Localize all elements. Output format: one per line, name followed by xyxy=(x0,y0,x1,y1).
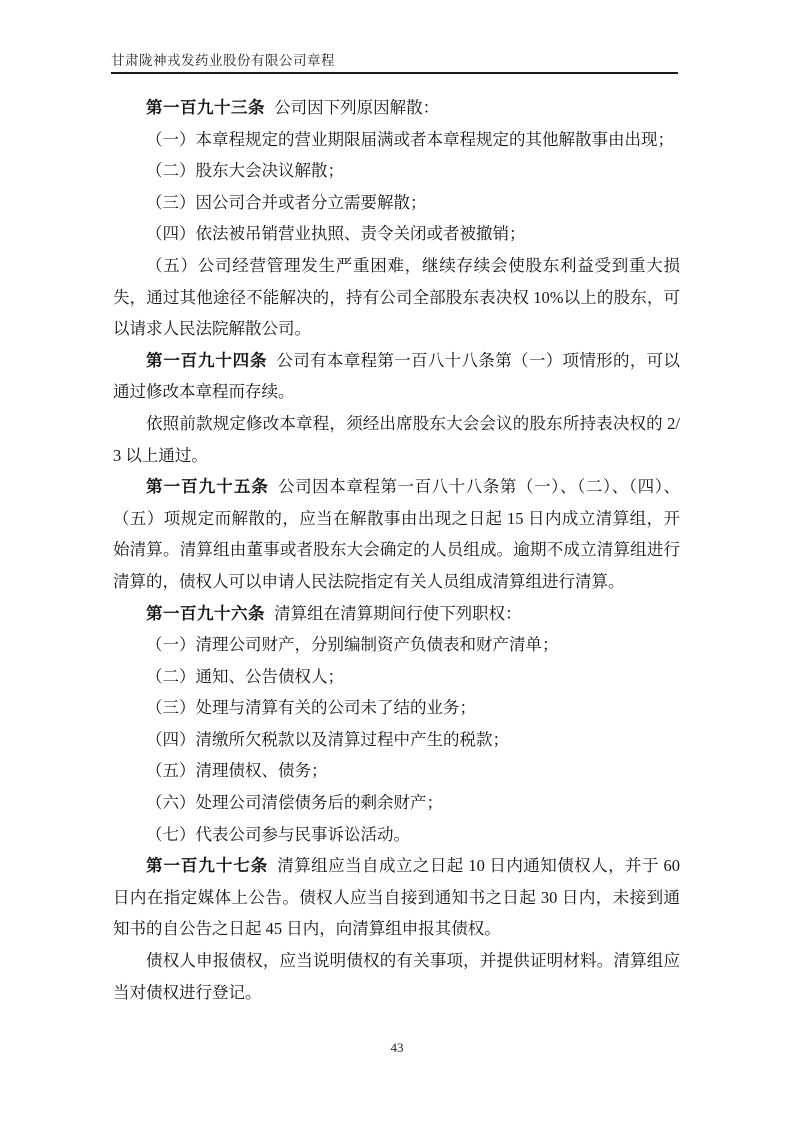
article-paragraph xyxy=(113,787,680,819)
article-text: 债权人申报债权，应当说明债权的有关事项，并提供证明材料。清算组应当对债权进行登记。 xyxy=(113,951,680,1002)
article-text: 依照前款规定修改本章程，须经出席股东大会会议的股东所持表决权的 2/3 以上通过。 xyxy=(113,413,680,465)
article-paragraph xyxy=(113,945,680,1008)
article-number-label: 第一百九十五条 xyxy=(146,477,269,497)
article-text: （六）处理公司清偿债务后的剩余财产； xyxy=(146,793,443,813)
article-text: （五）公司经营管理发生严重困难，继续存续会使股东利益受到重大损失，通过其他途径不能解决的，持有公司全部股东表决权 10%以上的股东，可以请求人民法院解散公司。 xyxy=(113,255,680,339)
article-text: （三）处理与清算有关的公司未了结的业务； xyxy=(146,698,476,718)
article-text: 清算组应当自成立之日起 10 日内通知债权人，并于 60 日内在指定媒体上公告。债权人应当自接到通知书之日起 30 日内，未接到通知书的自公告之日起 45 日内，向清算组申报其债权。 xyxy=(113,856,681,939)
article-number-label: 第一百九十四条 xyxy=(146,350,268,370)
article-text: （二）股东大会决议解散； xyxy=(146,161,344,181)
article-paragraph xyxy=(113,661,680,693)
article-paragraph xyxy=(113,187,680,219)
article-number-label: 第一百九十三条 xyxy=(146,98,265,117)
article-paragraph xyxy=(113,345,680,408)
document-header-title: 甘肃陇神戎发药业股份有限公司章程 xyxy=(111,52,678,74)
article-paragraph xyxy=(113,755,680,787)
article-text: （四）清缴所欠税款以及清算过程中产生的税款； xyxy=(146,729,509,749)
article-text: （七）代表公司参与民事诉讼活动。 xyxy=(146,824,410,844)
article-text: （三）因公司合并或者分立需要解散； xyxy=(146,192,427,212)
article-number-label: 第一百九十六条 xyxy=(146,603,265,623)
article-paragraph xyxy=(113,250,680,345)
article-paragraph xyxy=(113,408,680,471)
article-paragraph xyxy=(113,471,680,597)
article-text: （二）通知、公告债权人； xyxy=(146,666,344,686)
article-paragraph xyxy=(113,629,680,661)
article-paragraph xyxy=(113,850,680,945)
article-paragraph xyxy=(113,92,680,124)
article-paragraph xyxy=(113,218,680,250)
page-number: 43 xyxy=(390,1040,404,1055)
article-text: （一）清理公司财产，分别编制资产负债表和财产清单； xyxy=(146,635,559,655)
article-text: 公司有本章程第一百八十八条第（一）项情形的，可以通过修改本章程而存续。 xyxy=(113,350,681,402)
article-number-label: 第一百九十七条 xyxy=(146,856,269,876)
article-text: 公司因下列原因解散： xyxy=(274,98,440,117)
article-text: 公司因本章程第一百八十八条第（一）、（二）、（四）、（五）项规定而解散的，应当在解散事由出现之日起 15 日内成立清算组，开始清算。清算组由董事或者股东大会确定的人员组成。逾期不成立清算组进行清算的，债权人可以申请人民法院指定有关人员组成清算组进行清算。 xyxy=(113,477,681,591)
article-paragraph xyxy=(113,124,680,156)
article-text: 清算组在清算期间行使下列职权： xyxy=(274,603,522,623)
article-paragraph xyxy=(113,692,680,724)
article-paragraph xyxy=(113,155,680,187)
article-text: （五）清理债权、债务； xyxy=(146,761,328,781)
document-body xyxy=(113,92,680,1008)
article-paragraph xyxy=(113,819,680,851)
article-text: （一）本章程规定的营业期限届满或者本章程规定的其他解散事由出现； xyxy=(146,129,674,149)
article-paragraph xyxy=(113,724,680,756)
article-text: （四）依法被吊销营业执照、责令关闭或者被撤销； xyxy=(146,224,526,244)
article-paragraph xyxy=(113,598,680,630)
